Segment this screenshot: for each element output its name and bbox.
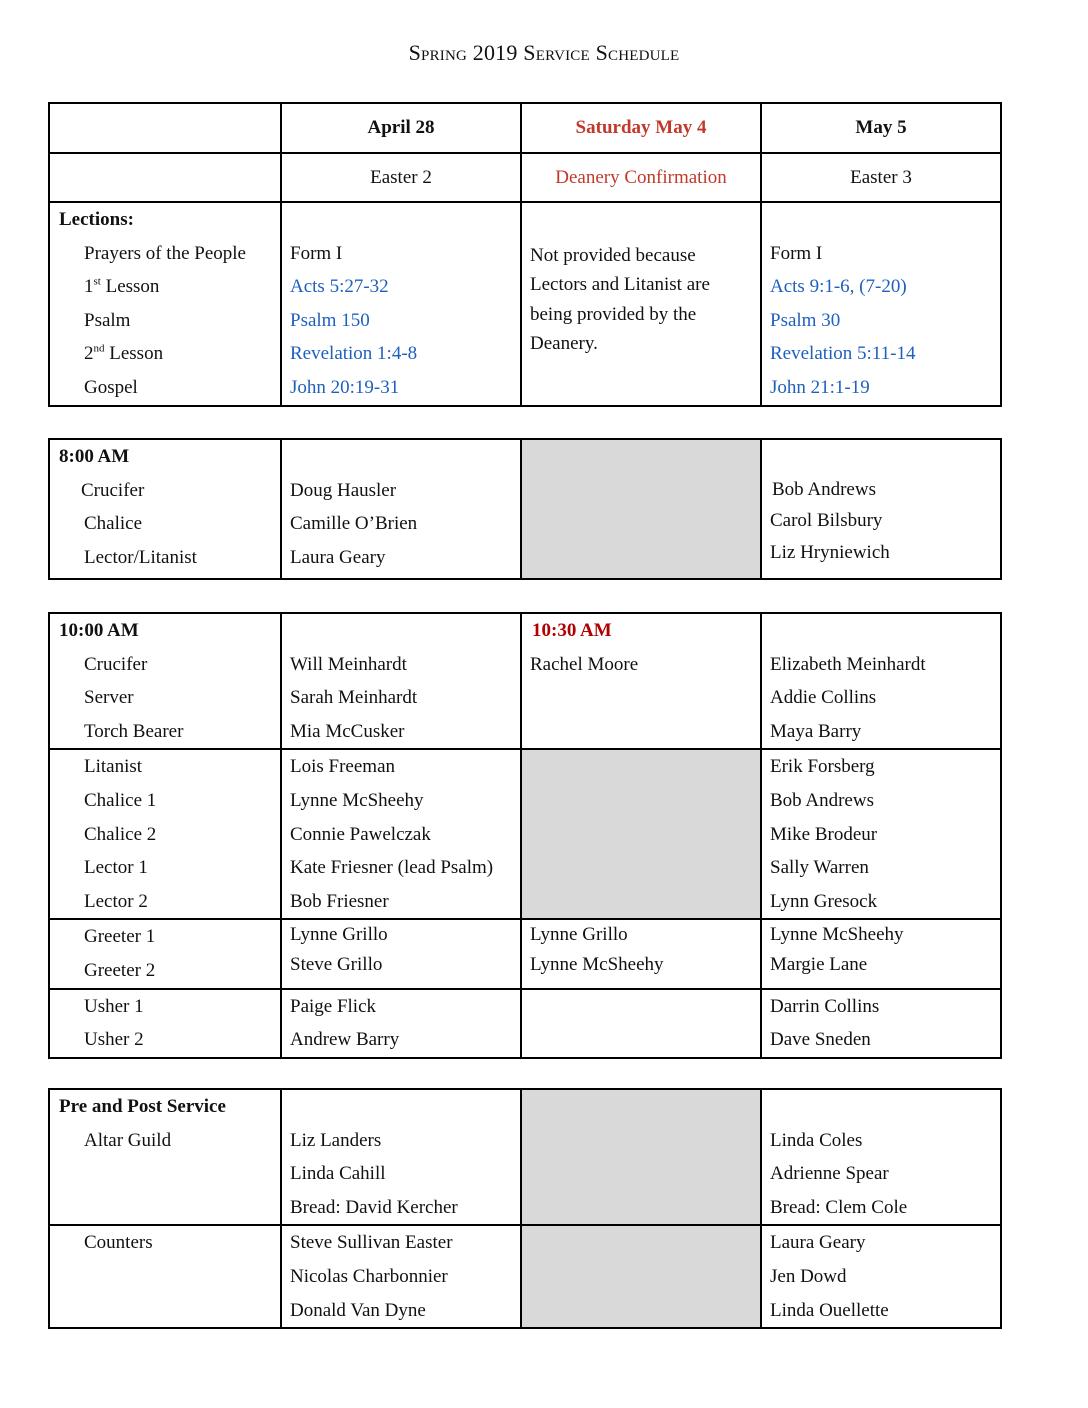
title-word-schedule: chedule (608, 40, 680, 65)
counters-may-4-shaded (521, 1225, 761, 1328)
person-name: Linda Ouellette (770, 1299, 889, 1321)
reading-link[interactable]: Psalm 30 (770, 309, 841, 331)
service-10am-table (48, 612, 1002, 1059)
person-name: Lynne McSheehy (290, 789, 424, 811)
person-name: Rachel Moore (530, 653, 639, 675)
role-label: Torch Bearer (84, 720, 184, 742)
label-second-lesson: 2nd Lesson (84, 343, 164, 365)
date-april-28: April 28 (281, 103, 521, 153)
person-name: Lois Freeman (290, 756, 396, 778)
service-10am-heading: 10:00 AM (59, 620, 139, 641)
person-name: Bob Friesner (290, 890, 389, 912)
person-name: Linda Cahill (290, 1163, 386, 1185)
lections-row (49, 202, 1001, 406)
role-label: Altar Guild (84, 1129, 172, 1151)
blank-corner-cell (49, 153, 281, 202)
person-name: Mike Brodeur (770, 823, 878, 845)
reading-link[interactable]: Acts 5:27-32 (290, 276, 389, 298)
person-name: Adrienne Spear (770, 1163, 889, 1185)
person-name: Margie Lane (770, 954, 868, 976)
role-label: Litanist (84, 756, 143, 778)
prepost-table (48, 1088, 1002, 1329)
person-name: Linda Coles (770, 1129, 863, 1151)
person-name: Bread: Clem Cole (770, 1196, 908, 1218)
service-8am-may-5 (761, 439, 1001, 579)
occasion-easter-2: Easter 2 (281, 153, 521, 202)
lections-may-5 (761, 202, 1001, 406)
person-name: Doug Hausler (290, 479, 397, 501)
role-label: Chalice 2 (84, 823, 157, 845)
person-name: Bread: David Kercher (290, 1196, 458, 1218)
person-name: Bob Andrews (770, 789, 874, 811)
lections-heading: Lections: (59, 209, 134, 230)
lections-table (48, 102, 1002, 407)
role-label: Greeter 2 (84, 959, 156, 981)
person-name: Darrin Collins (770, 995, 880, 1017)
person-name: Kate Friesner (lead Psalm) (290, 857, 494, 879)
counters-row (49, 1225, 1001, 1328)
person-name: Liz Hryniewich (770, 541, 890, 563)
page-title: Spring 2019 Service Schedule (408, 40, 680, 65)
form-value: Form I (290, 242, 343, 264)
service-8am-labels (49, 439, 281, 579)
prepost-heading: Pre and Post Service (59, 1096, 226, 1117)
title-word-spring: pring (421, 40, 468, 65)
person-name: Nicolas Charbonnier (290, 1265, 448, 1287)
person-name: Jen Dowd (770, 1265, 847, 1287)
person-name: Erik Forsberg (770, 756, 875, 778)
person-name: Lynne Grillo (290, 924, 388, 946)
person-name: Connie Pawelczak (290, 823, 431, 845)
label-prayers: Prayers of the People (84, 242, 246, 264)
occasion-deanery-confirmation: Deanery Confirmation (521, 153, 761, 202)
role-label: Lector/Litanist (84, 546, 197, 568)
service-1030-heading: 10:30 AM (532, 620, 612, 641)
altar-guild-may-4-shaded (521, 1089, 761, 1225)
reading-link[interactable]: Acts 9:1-6, (7-20) (770, 276, 907, 298)
person-name: Camille O’Brien (290, 513, 418, 535)
person-name: Lynne Grillo (530, 924, 628, 946)
date-may-5: May 5 (761, 103, 1001, 153)
service-10am-group-3 (49, 919, 1001, 988)
person-name: Will Meinhardt (290, 653, 407, 675)
role-label: Chalice (84, 513, 143, 535)
title-year: 2019 (472, 40, 518, 65)
role-label: Crucifer (81, 479, 145, 501)
role-label: Usher 1 (84, 995, 144, 1017)
date-header-row (49, 103, 1001, 153)
person-name: Paige Flick (290, 995, 377, 1017)
person-name: Lynne McSheehy (530, 954, 664, 976)
service-10am-group-4 (49, 989, 1001, 1058)
person-name: Bob Andrews (772, 478, 876, 500)
person-name: Laura Geary (290, 546, 386, 568)
person-name: Lynn Gresock (770, 890, 878, 912)
role-label: Server (84, 687, 134, 709)
reading-link[interactable]: John 20:19-31 (290, 376, 400, 398)
person-name: Steve Sullivan Easter (290, 1232, 453, 1254)
lections-may-4 (521, 202, 761, 406)
reading-link[interactable]: Psalm 150 (290, 309, 370, 331)
label-first-lesson: 1st Lesson (84, 275, 160, 298)
person-name: Addie Collins (770, 687, 877, 709)
form-value: Form I (770, 242, 823, 264)
reading-link[interactable]: Revelation 5:11-14 (770, 343, 916, 365)
service-8am-may-4-shaded (521, 439, 761, 579)
service-10am-group-2 (49, 749, 1001, 919)
service-10am-group-1 (49, 613, 1001, 749)
person-name: Steve Grillo (290, 954, 383, 976)
label-psalm: Psalm (84, 309, 131, 331)
person-name: Laura Geary (770, 1232, 866, 1254)
altar-guild-row (49, 1089, 1001, 1225)
date-saturday-may-4: Saturday May 4 (521, 103, 761, 153)
role-label: Greeter 1 (84, 926, 156, 948)
not-provided-note: Not provided because Lectors and Litanist are being provided by the Deanery. (530, 244, 710, 355)
role-label: Lector 2 (84, 890, 148, 912)
service-10am-group-4-may-4-empty (521, 989, 761, 1058)
person-name: Maya Barry (770, 720, 862, 742)
role-label: Usher 2 (84, 1029, 144, 1051)
service-8am-april-28 (281, 439, 521, 579)
person-name: Elizabeth Meinhardt (770, 653, 926, 675)
service-8am-heading: 8:00 AM (59, 446, 130, 467)
person-name: Sally Warren (770, 857, 869, 879)
occasion-row (49, 153, 1001, 202)
lections-april-28 (281, 202, 521, 406)
person-name: Liz Landers (290, 1129, 382, 1151)
person-name: Donald Van Dyne (290, 1299, 426, 1321)
person-name: Dave Sneden (770, 1029, 871, 1051)
label-gospel: Gospel (84, 376, 138, 398)
service-10am-group-2-may-4-shaded (521, 749, 761, 919)
title-word-service: ervice (535, 40, 590, 65)
occasion-easter-3: Easter 3 (761, 153, 1001, 202)
person-name: Andrew Barry (290, 1029, 400, 1051)
person-name: Lynne McSheehy (770, 924, 904, 946)
person-name: Carol Bilsbury (770, 509, 883, 531)
role-label: Counters (84, 1232, 153, 1254)
reading-link[interactable]: John 21:1-19 (770, 376, 870, 398)
lections-labels (49, 202, 281, 406)
reading-link[interactable]: Revelation 1:4-8 (290, 343, 418, 365)
role-label: Chalice 1 (84, 789, 157, 811)
role-label: Crucifer (84, 653, 148, 675)
role-label: Lector 1 (84, 857, 148, 879)
person-name: Sarah Meinhardt (290, 687, 418, 709)
person-name: Mia McCusker (290, 720, 405, 742)
blank-corner-cell (49, 103, 281, 153)
service-8am-table (48, 438, 1002, 580)
service-8am-row (49, 439, 1001, 579)
